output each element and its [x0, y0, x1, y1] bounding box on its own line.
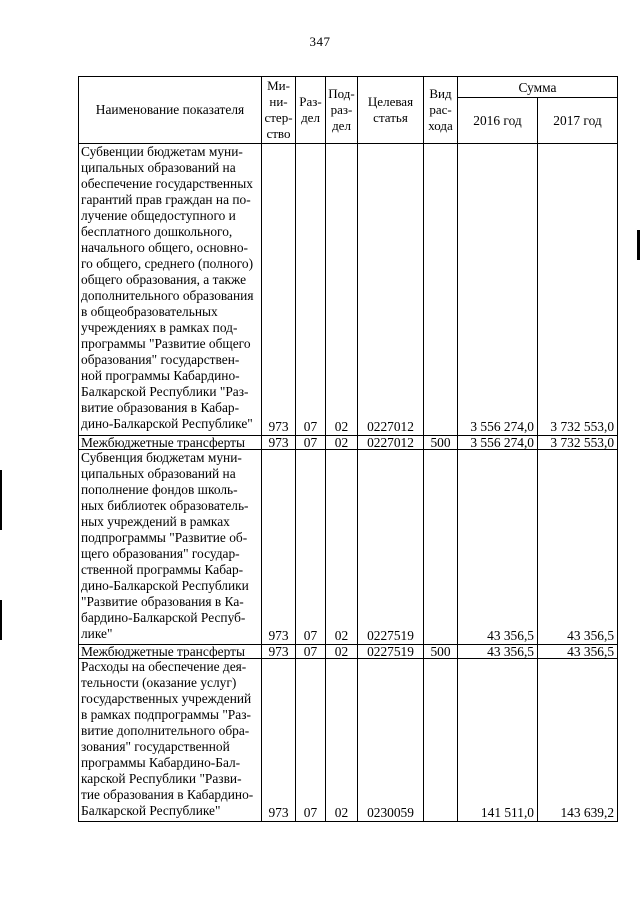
- row-sum-2016: 3 556 274,0: [458, 144, 538, 436]
- row-sum-2016: 43 356,5: [458, 450, 538, 645]
- row-expense-type: 500: [424, 645, 458, 659]
- row-expense-type: 500: [424, 436, 458, 450]
- row-ministry: 973: [262, 436, 296, 450]
- table-row: [79, 144, 618, 436]
- row-sum-2017: 3 732 553,0: [538, 144, 618, 436]
- row-target: 0227519: [358, 645, 424, 659]
- row-section: 07: [296, 450, 326, 645]
- row-expense-type: [424, 144, 458, 436]
- table-row: [79, 450, 618, 645]
- header-year-2016: 2016 год: [458, 98, 538, 144]
- header-subsection: Под- раз- дел: [326, 77, 358, 144]
- row-subsection: 02: [326, 436, 358, 450]
- row-subsection: 02: [326, 645, 358, 659]
- row-ministry: 973: [262, 450, 296, 645]
- row-section: 07: [296, 659, 326, 822]
- row-section: 07: [296, 436, 326, 450]
- row-subsection: 02: [326, 450, 358, 645]
- header-ministry: Ми- ни- стер- ство: [262, 77, 296, 144]
- row-sum-2016: 43 356,5: [458, 645, 538, 659]
- scan-edge-mark-left: [0, 470, 2, 530]
- row-subsection: 02: [326, 659, 358, 822]
- row-sum-2017: 43 356,5: [538, 645, 618, 659]
- row-ministry: 973: [262, 645, 296, 659]
- row-ministry: 973: [262, 659, 296, 822]
- row-section: 07: [296, 645, 326, 659]
- table-row: [79, 436, 618, 450]
- row-target: 0230059: [358, 659, 424, 822]
- row-sum-2017: 3 732 553,0: [538, 436, 618, 450]
- row-target: 0227519: [358, 450, 424, 645]
- row-name: Межбюджетные трансферты: [79, 436, 262, 450]
- row-name: Субвенция бюджетам муни- ципальных образований на пополнение фондов школь- ных библиотек образователь- ных учреждений в рамках подпрограммы "Развитие об- щего образования" государ- ственной программы Кабар- дино-Балкарской Республики "Развитие образования в Ка- бардино-Балкарской Респуб- лике": [79, 450, 262, 645]
- budget-table: [78, 76, 618, 822]
- row-ministry: 973: [262, 144, 296, 436]
- row-sum-2017: 43 356,5: [538, 450, 618, 645]
- row-target: 0227012: [358, 144, 424, 436]
- table-row: [79, 645, 618, 659]
- table-row: [79, 659, 618, 822]
- header-name: [79, 77, 262, 144]
- header-name-text: Наименование показателя: [95, 102, 245, 117]
- row-name: Межбюджетные трансферты: [79, 645, 262, 659]
- page-number: 347: [309, 34, 331, 49]
- scan-edge-mark-left-2: [0, 600, 2, 640]
- header-section: Раз- дел: [296, 77, 326, 144]
- row-sum-2017: 143 639,2: [538, 659, 618, 822]
- row-target: 0227012: [358, 436, 424, 450]
- row-sum-2016: 141 511,0: [458, 659, 538, 822]
- row-section: 07: [296, 144, 326, 436]
- row-name: Расходы на обеспечение дея- тельности (оказание услуг) государственных учреждений в рамках подпрограммы "Раз- витие дополнительного обра- зования" государственной программы Кабардино-Бал- карской Республики "Разви- тие образования в Кабардино- Балкарской Республике": [79, 659, 262, 822]
- row-name: Субвенции бюджетам муни- ципальных образований на обеспечение государственных гарантий прав граждан на по- лучение общедоступного и бесплатного дошкольного, начального общего, основно- го общего, среднего (полного) общего образования, а также дополнительного образования в общеобразовательных учреждениях в рамках под- программы "Развитие общего образования" государствен- ной программы Кабардино- Балкарской Республики "Раз- витие образования в Кабар- дино-Балкарской Республике": [79, 144, 262, 436]
- header-year-2017: 2017 год: [538, 98, 618, 144]
- header-target: Целевая статья: [358, 77, 424, 144]
- header-sum: Сумма: [458, 77, 618, 98]
- row-subsection: 02: [326, 144, 358, 436]
- row-sum-2016: 3 556 274,0: [458, 436, 538, 450]
- header-expense-type: Вид рас- хода: [424, 77, 458, 144]
- row-expense-type: [424, 450, 458, 645]
- row-expense-type: [424, 659, 458, 822]
